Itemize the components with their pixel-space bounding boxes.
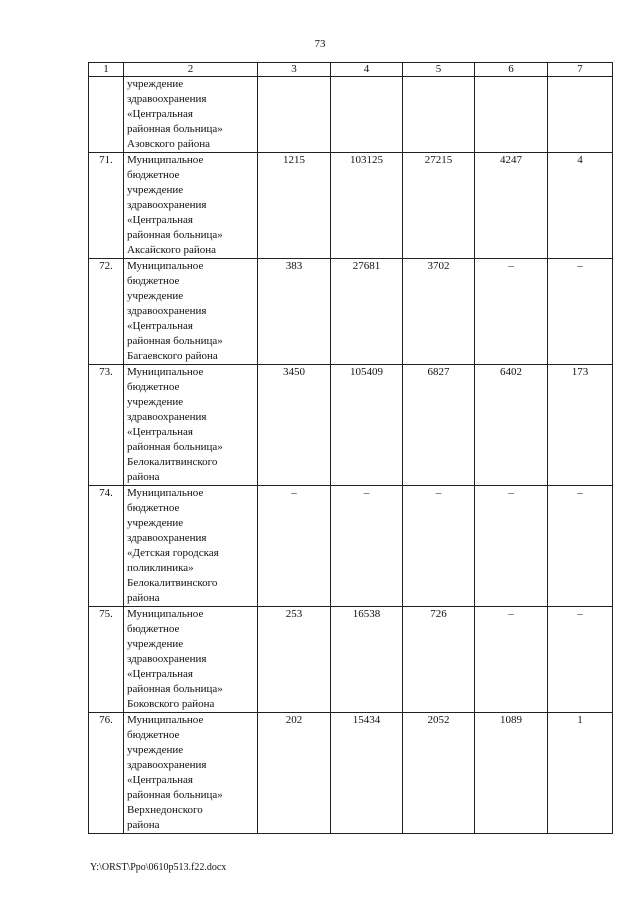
row-number: 76. [89,713,124,834]
institution-name-cell [124,365,258,486]
value-cell-col-7: – [548,259,613,365]
column-header: 5 [403,63,475,77]
institution-name-line: здравоохранения [127,199,207,211]
value-cell-col-7 [548,77,613,153]
institution-name-line: района [127,819,160,831]
column-header: 4 [331,63,403,77]
value-cell-col-3: 202 [258,713,331,834]
institution-name-line: «Центральная [127,426,193,438]
value-cell-col-3: 253 [258,607,331,713]
table-header-row [89,63,613,77]
institution-name-line: районная больница» [127,229,223,241]
institution-name-line: Белокалитвинского [127,456,218,468]
institution-name-line: Боковского района [127,698,215,710]
value-cell-col-3: 1215 [258,153,331,259]
institution-name-line: учреждение [127,744,184,756]
institution-name-line: Муниципальное [127,366,204,378]
value-cell-col-6: 6402 [475,365,548,486]
value-cell-col-6: – [475,259,548,365]
institution-name-line: учреждение [127,638,184,650]
institution-name-line: района [127,592,160,604]
institution-name-line: «Центральная [127,108,193,120]
row-number: 75. [89,607,124,713]
institution-name-line: Муниципальное [127,714,204,726]
institution-name-line: здравоохранения [127,305,207,317]
value-cell-col-5: 6827 [403,365,475,486]
institution-name-line: «Детская городская [127,547,219,559]
value-cell-col-5: 726 [403,607,475,713]
institution-name-line: «Центральная [127,774,193,786]
institution-name-line: Азовского района [127,138,211,150]
institution-name-cell [124,259,258,365]
institution-name-line: «Центральная [127,668,193,680]
row-number: 73. [89,365,124,486]
institution-name-line: Верхнедонского [127,804,203,816]
table-row [89,153,613,259]
institution-name-line: Муниципальное [127,608,204,620]
institution-name-line: учреждение [127,184,184,196]
value-cell-col-7: – [548,607,613,713]
institution-name-line: здравоохранения [127,532,207,544]
institution-name-line: здравоохранения [127,759,207,771]
institution-name-line: Белокалитвинского [127,577,218,589]
value-cell-col-7: – [548,486,613,607]
institution-name-cell [124,486,258,607]
institution-name-line: Аксайского района [127,244,216,256]
institution-name-line: бюджетное [127,502,180,514]
value-cell-col-3: 3450 [258,365,331,486]
table-row [89,365,613,486]
institution-name-line: бюджетное [127,169,180,181]
value-cell-col-5: 2052 [403,713,475,834]
value-cell-col-4: 16538 [331,607,403,713]
value-cell-col-6: – [475,486,548,607]
row-number [89,77,124,153]
row-number: 74. [89,486,124,607]
value-cell-col-6: 4247 [475,153,548,259]
column-header: 2 [124,63,258,77]
column-header: 6 [475,63,548,77]
table-row [89,259,613,365]
value-cell-col-3: – [258,486,331,607]
value-cell-col-4 [331,77,403,153]
row-number: 72. [89,259,124,365]
institution-name-line: районная больница» [127,335,223,347]
institution-name-line: бюджетное [127,275,180,287]
file-path-footer: Y:\ORST\Ppo\0610p513.f22.docx [90,862,227,873]
institution-name-line: здравоохранения [127,411,207,423]
value-cell-col-5 [403,77,475,153]
institution-name-line: поликлиника» [127,562,194,574]
table-row [89,77,613,153]
row-number: 71. [89,153,124,259]
value-cell-col-5: 27215 [403,153,475,259]
institution-name-cell [124,607,258,713]
institution-name-line: «Центральная [127,214,193,226]
table-row [89,486,613,607]
institution-name-line: районная больница» [127,441,223,453]
value-cell-col-3 [258,77,331,153]
value-cell-col-4: 15434 [331,713,403,834]
value-cell-col-5: 3702 [403,259,475,365]
institution-name-line: учреждение [127,290,184,302]
column-header: 1 [89,63,124,77]
institution-name-line: Багаевского района [127,350,218,362]
institution-name-line: Муниципальное [127,154,204,166]
institution-name-line: здравоохранения [127,93,207,105]
value-cell-col-7: 173 [548,365,613,486]
institution-name-line: учреждение [127,517,184,529]
institution-name-line: здравоохранения [127,653,207,665]
value-cell-col-4: 105409 [331,365,403,486]
institution-name-line: бюджетное [127,623,180,635]
table-row [89,607,613,713]
value-cell-col-4: 27681 [331,259,403,365]
institution-name-line: учреждение [127,396,184,408]
value-cell-col-6: 1089 [475,713,548,834]
institution-name-line: бюджетное [127,729,180,741]
institution-name-line: Муниципальное [127,260,204,272]
institution-name-line: районная больница» [127,683,223,695]
value-cell-col-6 [475,77,548,153]
value-cell-col-3: 383 [258,259,331,365]
institution-name-line: бюджетное [127,381,180,393]
institution-name-cell [124,153,258,259]
column-header: 7 [548,63,613,77]
value-cell-col-4: 103125 [331,153,403,259]
institution-name-line: района [127,471,160,483]
institution-name-line: учреждение [127,78,184,90]
column-header: 3 [258,63,331,77]
value-cell-col-6: – [475,607,548,713]
value-cell-col-5: – [403,486,475,607]
institution-name-line: «Центральная [127,320,193,332]
value-cell-col-4: – [331,486,403,607]
institution-name-cell [124,77,258,153]
institution-name-line: районная больница» [127,123,223,135]
data-table [88,62,613,834]
institution-name-cell [124,713,258,834]
table-row [89,713,613,834]
value-cell-col-7: 1 [548,713,613,834]
value-cell-col-7: 4 [548,153,613,259]
institution-name-line: районная больница» [127,789,223,801]
page-number: 73 [314,38,326,50]
institution-name-line: Муниципальное [127,487,204,499]
